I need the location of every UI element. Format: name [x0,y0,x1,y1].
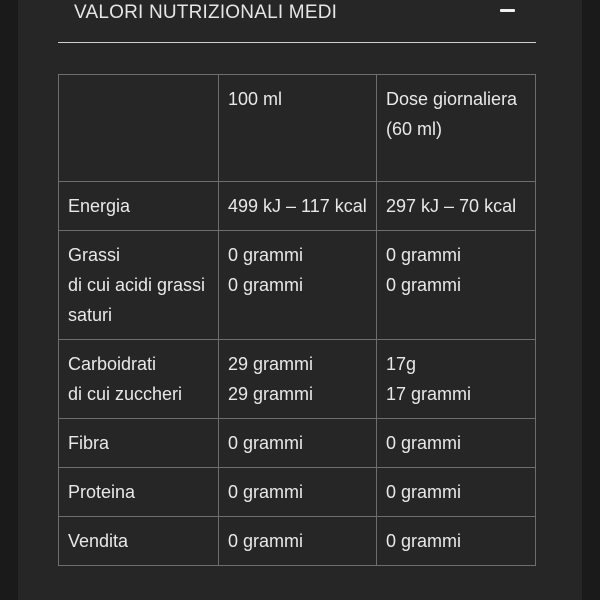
accordion-title: VALORI NUTRIZIONALI MEDI [74,2,338,23]
value-text: 0 grammi [228,245,304,265]
table-row [59,468,536,517]
header-cell-daily-dose: Dose giornaliera (60 ml) [377,75,536,182]
value-100ml: 0 grammi [219,419,377,468]
table-row [59,231,536,340]
row-sublabel-text: di cui zuccheri [68,384,183,404]
table-header-row [59,75,536,182]
value-100ml [219,231,377,340]
row-label-text: Grassi [68,245,121,265]
table-row [59,517,536,566]
value-100ml [219,340,377,419]
row-label-text: Energia [68,196,131,216]
value-100ml: 0 grammi [219,517,377,566]
value-text: 0 grammi [386,245,462,265]
table-row [59,419,536,468]
value-daily-dose: 0 grammi [377,468,536,517]
nutrition-table [58,74,536,566]
row-label: Fibra [59,419,219,468]
value-text: 0 grammi [228,275,304,295]
table-row [59,340,536,419]
row-label [59,182,219,231]
value-text: 17 grammi [386,384,472,404]
row-label [59,231,219,340]
value-text: 29 grammi [228,384,314,404]
value-text: 0 grammi [386,275,462,295]
row-sublabel-text: di cui acidi grassi saturi [68,275,206,325]
value-daily-dose [377,231,536,340]
minus-icon-bar [500,9,515,12]
value-daily-dose: 0 grammi [377,517,536,566]
row-label [59,340,219,419]
row-label-text: Carboidrati [68,354,157,374]
header-cell-100ml: 100 ml [219,75,377,182]
value-100ml: 0 grammi [219,468,377,517]
accordion-header[interactable] [58,0,536,43]
row-label: Proteina [59,468,219,517]
value-text: 29 grammi [228,354,314,374]
row-label: Vendita [59,517,219,566]
value-daily-dose [377,340,536,419]
table-row [59,182,536,231]
value-daily-dose: 297 kJ – 70 kcal [377,182,536,231]
value-text: 17g [386,354,417,374]
header-cell-empty [59,75,219,182]
minus-icon[interactable] [498,0,518,22]
value-daily-dose: 0 grammi [377,419,536,468]
value-100ml: 499 kJ – 117 kcal [219,182,377,231]
